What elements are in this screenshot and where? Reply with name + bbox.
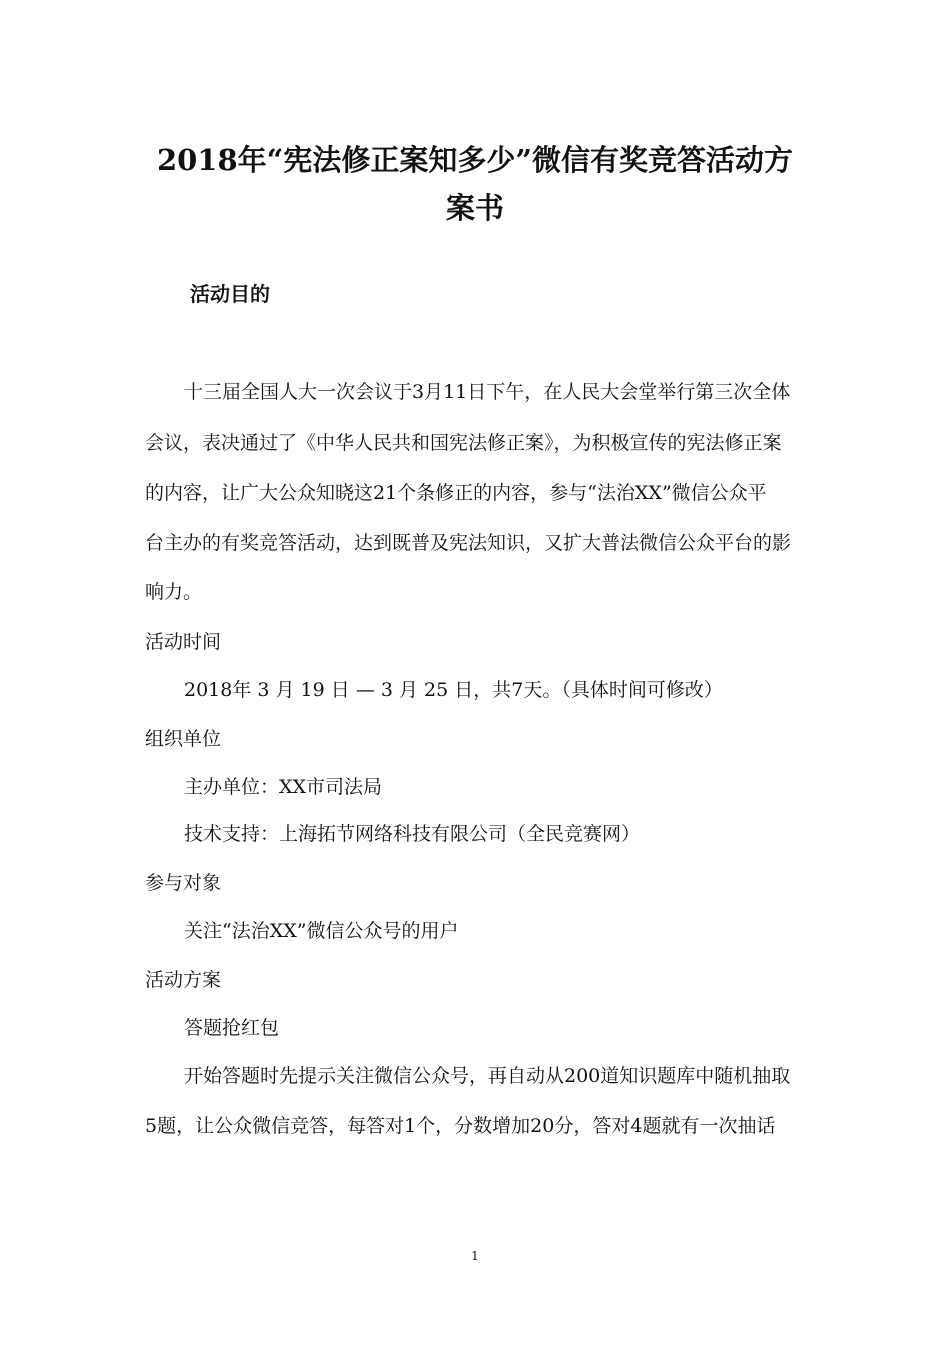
plan-line-1: 开始答题时先提示关注微信公众号，再自动从200道知识题库中随机抽取 [184, 1065, 791, 1087]
purpose-line-2: 会议，表决通过了《中华人民共和国宪法修正案》，为积极宣传的宪法修正案 [145, 432, 782, 454]
document-title-line-1: 2018年“宪法修正案知多少”微信有奖竞答活动方 [156, 143, 794, 177]
purpose-line-4: 台主办的有奖竞答活动，达到既普及宪法知识，又扩大普法微信公众平台的影 [145, 532, 792, 554]
purpose-heading: 活动目的 [190, 282, 270, 306]
organizer-host: 主办单位：XX市司法局 [184, 776, 383, 798]
purpose-line-5: 响力。 [145, 581, 203, 603]
purpose-line-1: 十三届全国人大一次会议于3月11日下午，在人民大会堂举行第三次全体 [184, 381, 791, 403]
plan-heading: 活动方案 [145, 969, 222, 991]
organizer-heading: 组织单位 [145, 728, 222, 750]
time-heading: 活动时间 [145, 631, 222, 653]
time-text: 2018年 3 月 19 日 — 3 月 25 日，共7天。（具体时间可修改） [184, 679, 723, 701]
purpose-line-3: 的内容，让广大公众知晓这21个条修正的内容，参与“法治XX”微信公众平 [145, 482, 767, 504]
plan-line-2: 5题，让公众微信竞答，每答对1个，分数增加20分，答对4题就有一次抽话 [145, 1115, 776, 1137]
plan-subheading: 答题抢红包 [184, 1017, 280, 1039]
page-number: 1 [471, 1249, 479, 1263]
document-title-line-2: 案书 [445, 191, 504, 225]
organizer-tech-support: 技术支持：上海拓节网络科技有限公司（全民竞赛网） [184, 823, 641, 845]
participants-text: 关注“法治XX”微信公众号的用户 [184, 920, 459, 942]
participants-heading: 参与对象 [145, 872, 222, 894]
